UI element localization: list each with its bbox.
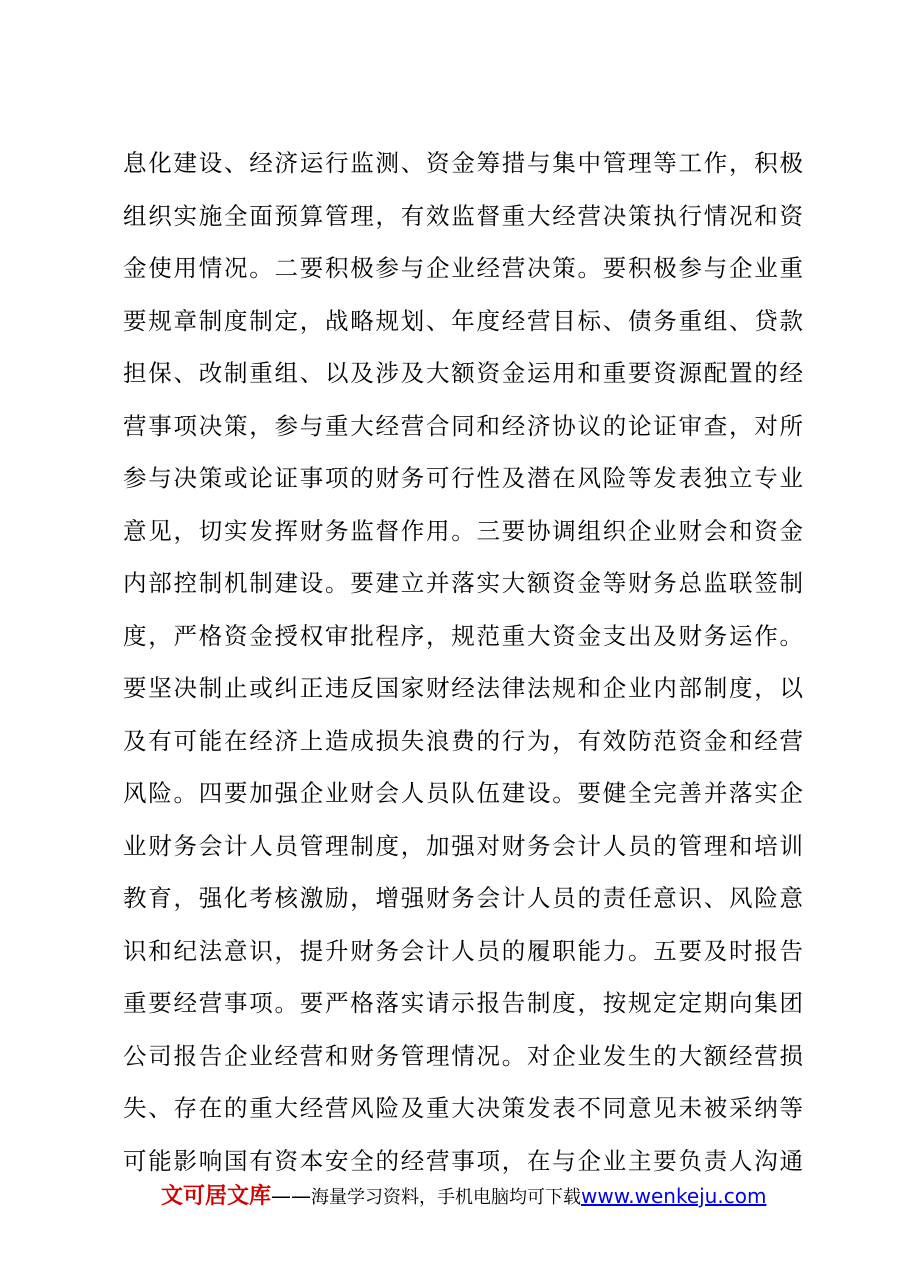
text-line: 担保、改制重组、以及涉及大额资金运用和重要资源配置的经 <box>123 359 803 387</box>
text-line: 要规章制度制定，战略规划、年度经营目标、债务重组、贷款 <box>123 306 803 335</box>
text-line: 参与决策或论证事项的财务可行性及潜在风险等发表独立专业 <box>123 464 803 492</box>
text-line: 意见，切实发挥财务监督作用。三要协调组织企业财会和资金 <box>123 516 803 545</box>
text-line: 及有可能在经济上造成损失浪费的行为，有效防范资金和经营 <box>123 726 803 755</box>
footer-dash: —— <box>271 1184 312 1208</box>
body-text <box>123 137 803 1187</box>
text-line: 内部控制机制建设。要建立并落实大额资金等财务总监联签制 <box>123 569 803 597</box>
footer-slogan: 海量学习资料，手机电脑均可下载 <box>311 1187 582 1208</box>
text-line: 教育，强化考核激励，增强财务会计人员的责任意识、风险意 <box>123 884 803 912</box>
footer-banner <box>161 1181 766 1211</box>
brand-name: 文可居文库 <box>161 1184 272 1209</box>
website-link[interactable]: www.wenkeju.com <box>581 1184 767 1208</box>
text-line: 组织实施全面预算管理，有效监督重大经营决策执行情况和资 <box>123 201 803 230</box>
text-line: 公司报告企业经营和财务管理情况。对企业发生的大额经营损 <box>123 1041 803 1070</box>
text-line: 重要经营事项。要严格落实请示报告制度，按规定定期向集团 <box>123 989 803 1017</box>
text-line: 要坚决制止或纠正违反国家财经法律法规和企业内部制度，以 <box>123 674 803 702</box>
text-line: 息化建设、经济运行监测、资金筹措与集中管理等工作，积极 <box>123 149 803 177</box>
text-line: 识和纪法意识，提升财务会计人员的履职能力。五要及时报告 <box>123 936 803 965</box>
text-line: 营事项决策，参与重大经营合同和经济协议的论证审查，对所 <box>123 411 803 440</box>
text-line: 金使用情况。二要积极参与企业经营决策。要积极参与企业重 <box>123 254 803 282</box>
text-line: 失、存在的重大经营风险及重大决策发表不同意见未被采纳等 <box>123 1094 803 1122</box>
text-line: 风险。四要加强企业财会人员队伍建设。要健全完善并落实企 <box>123 779 803 807</box>
text-line: 可能影响国有资本安全的经营事项，在与企业主要负责人沟通 <box>123 1146 803 1175</box>
text-line: 度，严格资金授权审批程序，规范重大资金支出及财务运作。 <box>123 621 803 650</box>
text-line: 业财务会计人员管理制度，加强对财务会计人员的管理和培训 <box>123 831 803 860</box>
